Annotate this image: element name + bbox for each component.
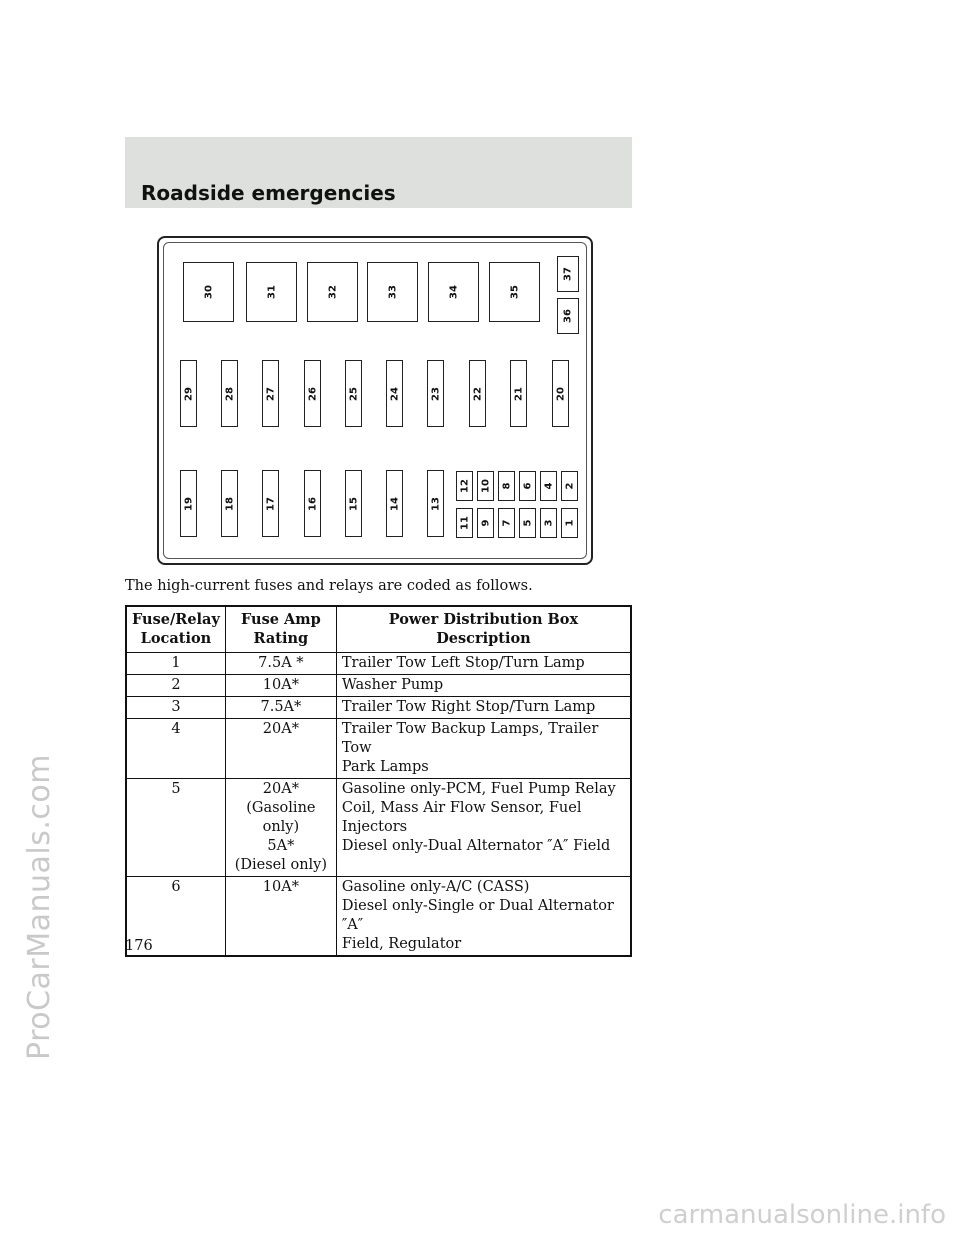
- page-number: 176: [125, 938, 153, 954]
- fuse-label: 20: [555, 386, 566, 401]
- fuse-label: 22: [472, 386, 483, 401]
- fuse-label: 13: [430, 496, 441, 511]
- fuse-label: 2: [564, 482, 575, 490]
- fuse-label: 11: [459, 516, 470, 530]
- cell-location: 6: [126, 877, 225, 957]
- fuse-label: 6: [522, 482, 533, 490]
- section-title: Roadside emergencies: [141, 181, 396, 205]
- fuse-slot-7: [498, 508, 515, 538]
- fuse-label: 12: [459, 479, 470, 493]
- fuse-slot-33: [367, 262, 418, 322]
- table-row: [126, 779, 631, 877]
- fuse-label: 14: [389, 496, 400, 511]
- fuse-slot-21: [510, 360, 527, 427]
- fuse-slot-28: [221, 360, 238, 427]
- fuse-slot-1: [561, 508, 578, 538]
- fuse-label: 18: [224, 496, 235, 511]
- fuse-slot-9: [477, 508, 494, 538]
- cell-location: 3: [126, 697, 225, 719]
- cell-amp: 10A*: [225, 675, 336, 697]
- fuse-slot-18: [221, 470, 238, 537]
- fuse-slot-17: [262, 470, 279, 537]
- fuse-label: 26: [307, 386, 318, 401]
- fuse-label: 9: [480, 519, 491, 527]
- fuse-slot-11: [456, 508, 473, 538]
- fuse-slot-34: [428, 262, 479, 322]
- bottom-watermark: carmanualsonline.info: [658, 1200, 946, 1230]
- side-watermark: ProCarManuals.com: [22, 753, 57, 1060]
- intro-text: The high-current fuses and relays are coded as follows.: [125, 578, 533, 594]
- cell-description: Gasoline only-PCM, Fuel Pump Relay Coil, Mass Air Flow Sensor, Fuel Injectors Diesel only-Dual Alternator ″A″ Field: [336, 779, 631, 877]
- fuse-label: 8: [501, 482, 512, 490]
- table-header-row: [126, 606, 631, 653]
- fuse-label: 31: [266, 285, 277, 299]
- fuse-slot-3: [540, 508, 557, 538]
- fuse-slot-15: [345, 470, 362, 537]
- fuse-label: 25: [348, 386, 359, 401]
- fuse-label: 21: [513, 386, 524, 401]
- fuse-label: 7: [501, 519, 512, 527]
- header-amp-rating: Fuse Amp Rating: [225, 606, 336, 653]
- table-row: [126, 877, 631, 957]
- fuse-slot-23: [427, 360, 444, 427]
- cell-location: 5: [126, 779, 225, 877]
- fuse-label: 16: [307, 496, 318, 511]
- fuse-slot-24: [386, 360, 403, 427]
- section-header: [125, 137, 632, 208]
- cell-amp: 7.5A*: [225, 697, 336, 719]
- fuse-slot-16: [304, 470, 321, 537]
- fuse-slot-29: [180, 360, 197, 427]
- fuse-label: 10: [480, 479, 491, 493]
- fuse-label: 30: [203, 285, 214, 299]
- fuse-slot-19: [180, 470, 197, 537]
- fuse-slot-2: [561, 471, 578, 501]
- table-row: [126, 653, 631, 675]
- fuse-slot-25: [345, 360, 362, 427]
- fuse-slot-31: [246, 262, 297, 322]
- fuse-label: 19: [183, 496, 194, 511]
- fuse-slot-35: [489, 262, 540, 322]
- fuse-label: 27: [265, 386, 276, 401]
- cell-location: 4: [126, 719, 225, 779]
- fuse-slot-6: [519, 471, 536, 501]
- fuse-label: 35: [509, 285, 520, 299]
- cell-location: 1: [126, 653, 225, 675]
- fuse-box-diagram: [157, 236, 593, 565]
- fuse-slot-12: [456, 471, 473, 501]
- cell-amp: 10A*: [225, 877, 336, 957]
- fuse-label: 23: [430, 386, 441, 401]
- fuse-slot-4: [540, 471, 557, 501]
- fuse-label: 34: [448, 285, 459, 299]
- cell-description: Trailer Tow Left Stop/Turn Lamp: [336, 653, 631, 675]
- fuse-slot-36: [557, 298, 579, 334]
- table-row: [126, 719, 631, 779]
- header-location: Fuse/Relay Location: [126, 606, 225, 653]
- fuse-label: 17: [265, 496, 276, 511]
- fuse-label: 28: [224, 386, 235, 401]
- fuse-slot-27: [262, 360, 279, 427]
- header-description: Power Distribution Box Description: [336, 606, 631, 653]
- fuse-label: 3: [543, 519, 554, 527]
- fuse-label: 1: [564, 519, 575, 527]
- fuse-slot-30: [183, 262, 234, 322]
- cell-amp: 20A* (Gasoline only) 5A* (Diesel only): [225, 779, 336, 877]
- fuse-slot-37: [557, 256, 579, 292]
- fuse-slot-5: [519, 508, 536, 538]
- cell-amp: 7.5A *: [225, 653, 336, 675]
- fuse-label: 33: [387, 285, 398, 299]
- fuse-label: 36: [562, 309, 574, 323]
- cell-description: Trailer Tow Right Stop/Turn Lamp: [336, 697, 631, 719]
- fuse-label: 32: [327, 285, 338, 299]
- fuse-label: 29: [183, 386, 194, 401]
- fuse-slot-10: [477, 471, 494, 501]
- fuse-label: 15: [348, 496, 359, 511]
- table-row: [126, 675, 631, 697]
- fuse-table: [125, 605, 632, 957]
- cell-description: Trailer Tow Backup Lamps, Trailer Tow Park Lamps: [336, 719, 631, 779]
- fuse-slot-32: [307, 262, 358, 322]
- fuse-slot-8: [498, 471, 515, 501]
- fuse-slot-26: [304, 360, 321, 427]
- fuse-slot-22: [469, 360, 486, 427]
- cell-location: 2: [126, 675, 225, 697]
- fuse-slot-14: [386, 470, 403, 537]
- table-row: [126, 697, 631, 719]
- cell-description: Gasoline only-A/C (CASS) Diesel only-Single or Dual Alternator ″A″ Field, Regulator: [336, 877, 631, 957]
- fuse-label: 37: [562, 267, 574, 281]
- fuse-label: 24: [389, 386, 400, 401]
- cell-amp: 20A*: [225, 719, 336, 779]
- fuse-label: 4: [543, 482, 554, 490]
- fuse-slot-20: [552, 360, 569, 427]
- fuse-label: 5: [522, 519, 533, 527]
- cell-description: Washer Pump: [336, 675, 631, 697]
- fuse-slot-13: [427, 470, 444, 537]
